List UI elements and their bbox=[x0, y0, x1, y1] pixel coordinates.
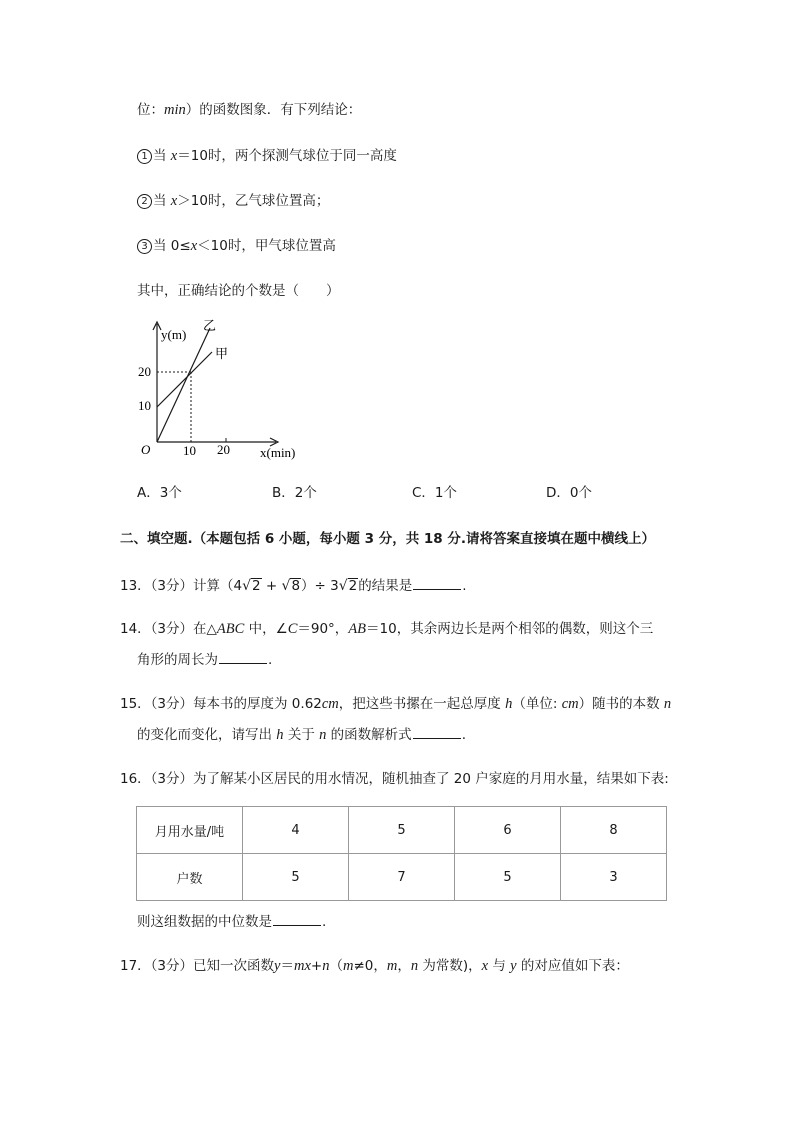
q17-comma: ， bbox=[397, 958, 411, 974]
q15-l2-n: n bbox=[319, 727, 327, 743]
c1-var: x bbox=[170, 148, 178, 164]
answer-blank[interactable] bbox=[413, 724, 461, 739]
q12-conclusion-3 bbox=[137, 236, 336, 256]
y-tick-10: 10 bbox=[138, 398, 151, 413]
table-row bbox=[137, 807, 667, 854]
q15-mid: ，把这些书摞在一起总厚度 bbox=[338, 696, 506, 712]
q13 bbox=[120, 575, 467, 596]
q12-continuation bbox=[137, 100, 361, 120]
line-yi bbox=[157, 328, 210, 442]
q16-after-pre: 则这组数据的中位数是 bbox=[137, 914, 272, 930]
section2-title: 二、填空题.（本题包括 6 小题，每小题 3 分，共 18 分.请将答案直接填在题中横线上） bbox=[120, 531, 656, 547]
table-cell: 4 bbox=[243, 807, 349, 854]
q14-l2-pre: 角形的周长为 bbox=[137, 652, 218, 668]
q17-mx: mx bbox=[293, 958, 311, 974]
table-cell: 7 bbox=[349, 854, 455, 901]
table-cell: 5 bbox=[455, 854, 561, 901]
c3-var: x bbox=[190, 238, 198, 254]
q14-pre: 14．（3分）在△ bbox=[120, 621, 217, 637]
q13-end: . bbox=[462, 578, 467, 594]
circled-number-2: 2 bbox=[137, 194, 152, 209]
q15-n: n bbox=[663, 696, 672, 712]
q17-x: x bbox=[481, 958, 489, 974]
x-axis-label: x(min) bbox=[260, 445, 296, 460]
line-yi-label: 乙 bbox=[203, 319, 217, 334]
c2-post: ＞10时，乙气球位置高； bbox=[177, 193, 330, 209]
sqrt-symbol: √ bbox=[281, 578, 291, 594]
option-d[interactable]: D．0个 bbox=[546, 485, 592, 501]
table-cell: 5 bbox=[243, 854, 349, 901]
q13-div: ）÷ 3 bbox=[301, 578, 339, 594]
q17-post: 的对应值如下表： bbox=[516, 958, 629, 974]
table-cell: 月用水量/吨 bbox=[137, 807, 243, 854]
q13-radicand-2: 8 bbox=[291, 578, 301, 594]
table-cell: 户数 bbox=[137, 854, 243, 901]
y-tick-20: 20 bbox=[138, 364, 151, 379]
q17-m2: m bbox=[386, 958, 398, 974]
q16-after bbox=[137, 911, 326, 932]
q13-radicand-3: 2 bbox=[348, 578, 358, 594]
q15-l2-mid: 关于 bbox=[283, 727, 320, 743]
line-jia bbox=[157, 352, 212, 407]
q17-pre: 17．（3分）已知一次函数 bbox=[120, 958, 275, 974]
line-jia-label: 甲 bbox=[215, 347, 229, 362]
q12-question: 其中，正确结论的个数是（ ） bbox=[137, 283, 340, 299]
q15-l2-h: h bbox=[276, 727, 284, 743]
q14-ab: AB bbox=[348, 621, 367, 637]
c3-pre: 当 0≤ bbox=[153, 238, 191, 254]
q15-unit-post: ）随书的本数 bbox=[578, 696, 664, 712]
q17-n: n bbox=[322, 958, 330, 974]
q14-abc: ABC bbox=[216, 621, 245, 637]
water-usage-table bbox=[136, 806, 667, 901]
q15-line-1 bbox=[120, 694, 671, 714]
q14-c: C bbox=[287, 621, 298, 637]
origin-label: O bbox=[141, 442, 151, 457]
c2-pre: 当 bbox=[153, 193, 171, 209]
option-c[interactable]: C．1个 bbox=[412, 485, 458, 501]
q15-cm2: cm bbox=[561, 696, 579, 712]
c1-post: ＝10时，两个探测气球位于同一高度 bbox=[177, 148, 397, 164]
table-cell: 6 bbox=[455, 807, 561, 854]
q17-paren-pre: （ bbox=[329, 958, 343, 974]
x-tick-10: 10 bbox=[183, 443, 196, 458]
q12-conclusion-1 bbox=[137, 146, 397, 166]
q17-y2: y bbox=[510, 958, 517, 974]
sqrt-symbol: √ bbox=[338, 578, 348, 594]
answer-blank[interactable] bbox=[413, 575, 461, 590]
q12-cont-post: ）的函数图象．有下列结论： bbox=[185, 102, 362, 118]
table-cell: 5 bbox=[349, 807, 455, 854]
q14-line-2 bbox=[137, 649, 272, 670]
table-row bbox=[137, 854, 667, 901]
q17-m: m bbox=[342, 958, 354, 974]
c2-var: x bbox=[170, 193, 178, 209]
q17-n2: n bbox=[410, 958, 419, 974]
q14-mid: 中，∠ bbox=[244, 621, 288, 637]
q12-cont-unit: min bbox=[164, 102, 186, 118]
q12-cont-pre: 位： bbox=[137, 102, 164, 118]
q12-graph bbox=[130, 312, 310, 464]
circled-number-1: 1 bbox=[137, 149, 152, 164]
answer-blank[interactable] bbox=[273, 911, 321, 926]
table-cell: 3 bbox=[561, 854, 667, 901]
q12-conclusion-2 bbox=[137, 191, 329, 211]
q15-l2-post: 的函数解析式 bbox=[326, 727, 412, 743]
circled-number-3: 3 bbox=[137, 239, 152, 254]
q13-prefix: 13．（3分）计算（4 bbox=[120, 578, 243, 594]
q15-l2-pre: 的变化而变化，请写出 bbox=[137, 727, 277, 743]
q17-paren-post: 为常数)， bbox=[418, 958, 482, 974]
y-axis-label: y(m) bbox=[161, 327, 187, 342]
q13-radicand-1: 2 bbox=[252, 578, 261, 594]
sqrt-symbol: √ bbox=[242, 578, 252, 594]
option-a[interactable]: A．3个 bbox=[137, 485, 182, 501]
q17-y: y bbox=[274, 958, 281, 974]
q17 bbox=[120, 956, 629, 976]
q14-mid2: ＝90°， bbox=[297, 621, 349, 637]
q15-h: h bbox=[505, 696, 513, 712]
q17-yu: 与 bbox=[488, 958, 511, 974]
answer-blank[interactable] bbox=[219, 649, 267, 664]
q17-neq: ≠0， bbox=[353, 958, 387, 974]
q15-end: . bbox=[461, 727, 466, 743]
table-cell: 8 bbox=[561, 807, 667, 854]
q15-pre: 15．（3分）每本书的厚度为 0.62 bbox=[120, 696, 322, 712]
q15-line-2 bbox=[137, 724, 466, 745]
c3-post: ＜10时，甲气球位置高 bbox=[197, 238, 336, 254]
option-b[interactable]: B．2个 bbox=[272, 485, 317, 501]
x-tick-20: 20 bbox=[217, 442, 230, 457]
q13-plus: + bbox=[261, 578, 282, 594]
q13-suffix: 的结果是 bbox=[358, 578, 413, 594]
q17-plus: + bbox=[310, 958, 323, 974]
q16-end: . bbox=[322, 914, 327, 930]
c1-pre: 当 bbox=[153, 148, 171, 164]
q16-text: 16．（3分）为了解某小区居民的用水情况，随机抽查了 20 户家庭的月用水量，结果如下表: bbox=[120, 771, 669, 787]
q15-unit-pre: （单位: bbox=[512, 696, 562, 712]
q14-line-1 bbox=[120, 619, 653, 639]
q15-cm: cm bbox=[321, 696, 339, 712]
q17-eq: ＝ bbox=[280, 958, 294, 974]
q14-end: . bbox=[268, 652, 273, 668]
q14-post: ＝10，其余两边长是两个相邻的偶数，则这个三 bbox=[366, 621, 654, 637]
